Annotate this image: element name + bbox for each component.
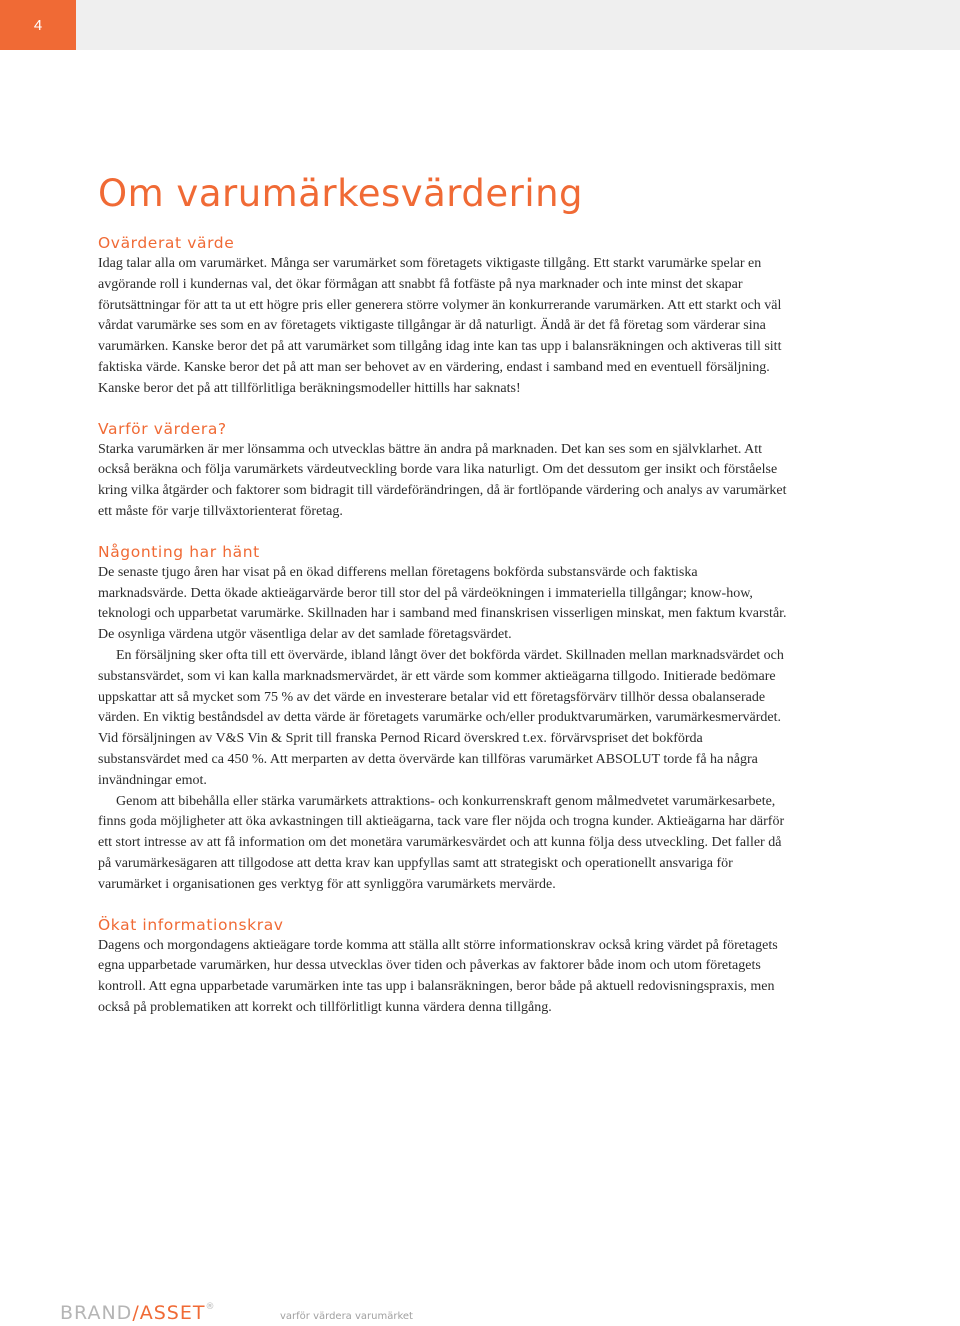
paragraph: Starka varumärken är mer lönsamma och utvecklas bättre än andra på marknaden. Det kan ses som en självklarhet. Att också beräkna och följa varumärkets värdeutveckling borde vara lika naturligt. Om det dessutom ger insikt och förståelse kring vilka åtgärder och faktorer som bidragit till värdeförändringen, då är fortlöpande värdering och analys av varumärket ett måste för varje tillväxtorienterat företag. — [98, 441, 787, 519]
section-nagonting-har-hant — [98, 541, 788, 896]
section-heading: Varför värdera? — [98, 419, 227, 438]
page-number: 4 — [0, 0, 76, 50]
paragraph: Idag talar alla om varumärket. Många ser varumärket som företagets viktigaste tillgång. Ett starkt varumärke spelar en avgörande roll i kundernas val, det ökar förmågan att snabbt få fotfäste på nya marknader och inte minst det skapar förutsättningar för att ta ut ett högre pris eller generera större volymer än konkurrerande varumärken. Att ett starkt och väl vårdat varumärke ses som en av företagets viktigaste tillgångar är då naturligt. Ändå är det få företag som värderar sina varumärken. Kanske beror det på att varumärket som tillgång idag inte kan tas upp i balansräkningen och aktiveras till sitt faktiska värde. Kanske beror det på att man ser behovet av en värdering, endast i samband med en eventuell försäljning. Kanske beror det på att tillförlitliga beräkningsmodeller hittills har saknats! — [98, 256, 782, 396]
section-varfor-vardera — [98, 418, 788, 523]
logo-slash: / — [132, 1302, 140, 1324]
section-ovarderat-varde — [98, 232, 788, 400]
section-heading: Ökat informationskrav — [98, 915, 284, 934]
section-heading: Ovärderat värde — [98, 234, 235, 252]
header-band — [76, 0, 960, 50]
article-body — [98, 232, 788, 1037]
logo-brand-text: BRAND — [60, 1302, 133, 1324]
paragraph: Dagens och morgondagens aktieägare torde komma att ställa allt större informationskrav också kring värdet på företagets egna upparbetade varumärken, hur dessa utvecklas över tiden och påverkas av faktorer både inom och utom företagets kontroll. Att egna upparbetade varumärken inte tas upp i balansräkningen, beror både på aktuell redovisningspraxis, men också på problematiken att korrekt och tillförlitligt kunna värdera denna tillgång. — [98, 937, 778, 1015]
brand-asset-logo — [60, 1302, 215, 1324]
paragraph: En försäljning sker ofta till ett övervärde, ibland långt över det bokförda värdet. Skillnaden mellan marknadsvärdet och substansvärdet, som vi kan kalla marknadsmervärdet, är ett värde som kommer aktieägarna tillgodo. Initierade bedömare uppskattar att så mycket som 75 % av det värde en investerare betalar vid ett företagsförvärv tillhör dessa obalanserade värden. En viktig beståndsdel av detta värde är företagets varumärke och/eller produktvarumärken, varumärkesmervärdet. Vid försäljningen av V&S Vin & Sprit till franska Pernod Ricard överskred t.ex. förvärvspriset det bokförda substansvärdet med ca 450 %. Att merparten av detta övervärde kan tillföras varumärket ABSOLUT torde få ha några invändningar emot. — [98, 647, 784, 788]
registered-mark: ® — [205, 1302, 216, 1312]
logo-asset-text: ASSET — [139, 1302, 206, 1324]
paragraph: De senaste tjugo åren har visat på en ökad differens mellan företagens bokförda substansvärde och faktiska marknadsvärde. Detta ökade aktieägarvärde beror till stor del på värdeökningen i immateriella tillgångar; know-how, teknologi och upparbetat varumärke. Skillnaden har i samband med finanskrisen visserligen minskat, men faktum kvarstår. De osynliga värdena utgör väsentliga delar av det samlade företagsvärdet. — [98, 564, 787, 643]
section-okat-informationskrav — [98, 914, 788, 1019]
section-heading: Någonting har hänt — [98, 542, 260, 561]
paragraph: Genom att bibehålla eller stärka varumärkets attraktions- och konkurrenskraft genom målmedvetet varumärkesarbete, finns goda möjligheter att öka avkastningen till aktieägarna, tack vare fler nöjda och trogna kunder. Aktieägarna har därför ett stort intresse av att få information om det monetära varumärkesvärdet och att kunna följa dess utveckling. Det faller då på varumärkesägaren att tillgodose att detta krav kan uppfyllas samt att strategiskt och operationellt ansvariga för varumärket i organisationen ges verktyg för att synliggöra varumärkets mervärde. — [98, 793, 785, 892]
page-title: Om varumärkesvärdering — [98, 172, 584, 215]
footer-caption: varför värdera varumärket — [280, 1311, 413, 1322]
